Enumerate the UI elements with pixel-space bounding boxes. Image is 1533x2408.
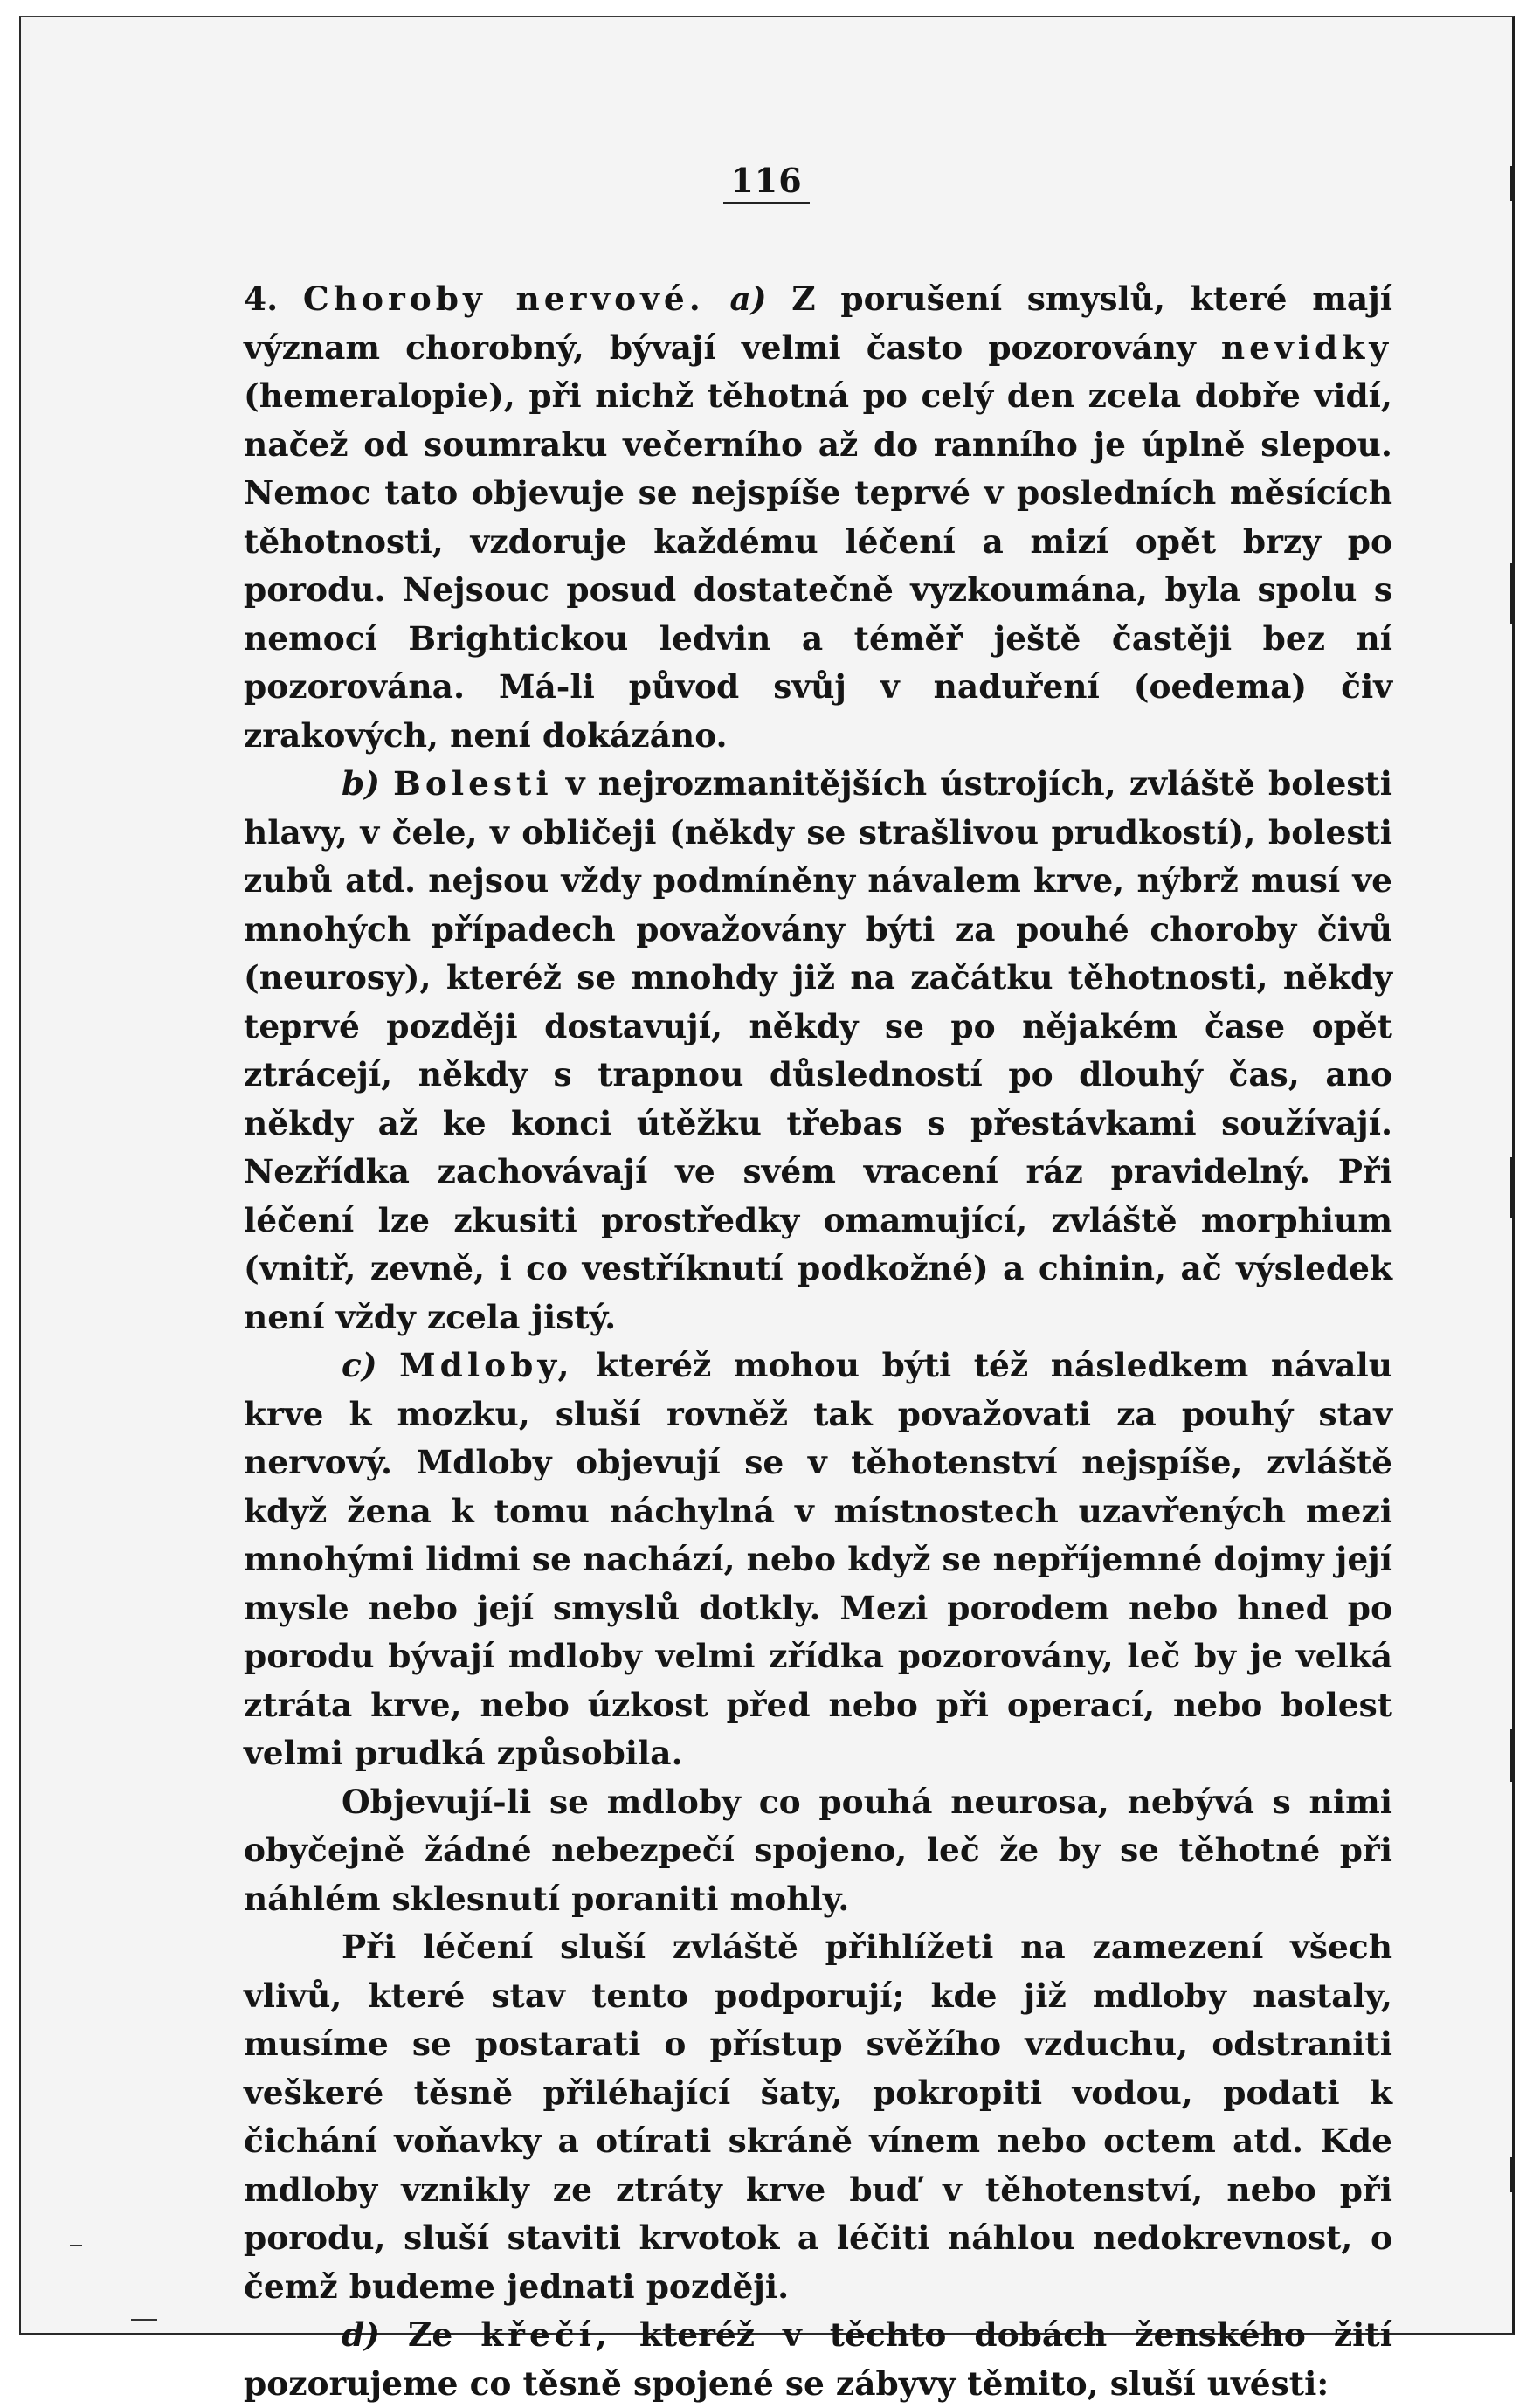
paragraph-text: Ze bbox=[407, 2315, 481, 2354]
paragraph-d bbox=[244, 2311, 1392, 2408]
scan-artifact bbox=[70, 2245, 82, 2246]
body-text bbox=[244, 275, 1392, 2408]
emphasized-term: nevidky bbox=[1220, 328, 1392, 367]
paragraph-label: c) bbox=[342, 1346, 377, 1384]
scan-edge-mark bbox=[1510, 563, 1515, 624]
section-title: Choroby nervové. bbox=[302, 279, 705, 318]
paragraph-a bbox=[244, 275, 1392, 760]
book-page bbox=[19, 16, 1515, 2403]
paragraph-c bbox=[244, 1342, 1392, 1778]
scan-edge-mark bbox=[1510, 1729, 1515, 1782]
paragraph-text: (hemeralopie), při nichž těhotná po celý den zcela dobře vidí, načež od soumraku večerního až do ranního je úplně slepou. Nemoc tato objevuje se nejspíše teprvé v posledních měsících těhotnosti, vzdoruje každému léčení a mizí opět brzy po porodu. Nejsouc posud dostatečně vyzkoumána, byla spolu s nemocí Brightickou ledvin a téměř ještě častěji bez ní pozorována. Má-li původ svůj v naduření (oedema) čiv zrakových, není dokázáno. bbox=[244, 376, 1392, 755]
scan-edge-mark bbox=[1510, 1157, 1515, 1218]
paragraph-text: Objevují-li se mdloby co pouhá neurosa, nebývá s nimi obyčejně žádné nebezpečí spojeno, leč že by se těhotné při náhlém sklesnutí poraniti mohly. bbox=[244, 1782, 1392, 1918]
paragraph-label: a) bbox=[729, 279, 767, 318]
paragraph-text: Při léčení sluší zvláště přihlížeti na zamezení všech vlivů, které stav tento podporují; kde již mdloby nastaly, musíme se postarati o přístup svěžího vzduchu, odstraniti veškeré těsně přiléhající šaty, pokropiti vodou, podati k čichání voňavky a otírati skráně vínem nebo octem atd. Kde mdloby vznikly ze ztráty krve buď v těhotenství, nebo při porodu, sluší staviti krvotok a léčiti náhlou nedokrevnost, o čemž budeme jednati později. bbox=[244, 1928, 1392, 2306]
paragraph-label: d) bbox=[342, 2315, 380, 2354]
scan-edge-mark bbox=[1510, 166, 1515, 201]
page-number: 116 bbox=[21, 162, 1512, 204]
section-number: 4. bbox=[244, 279, 279, 318]
emphasized-term: křečí, bbox=[480, 2315, 611, 2354]
paragraph-text: Z porušení smyslů, které mají význam chorobný, bývají velmi často pozorovány bbox=[244, 279, 1393, 367]
paragraph-treatment bbox=[244, 1923, 1392, 2311]
paragraph-text: kteréž mohou býti též následkem návalu krve k mozku, sluší rovněž tak považovati za pouhý stav nervový. Mdloby objevují se v těhotenství nejspíše, zvláště když žena k tomu náchylná v místnostech uzavřených mezi mnohými lidmi se nachází, nebo když se nepříjemné dojmy její mysle nebo její smyslů dotkly. Mezi porodem nebo hned po porodu bývají mdloby velmi zřídka pozorovány, leč by je velká ztráta krve, nebo úzkost před nebo při operací, nebo bolest velmi prudká způsobila. bbox=[244, 1346, 1392, 1772]
emphasized-term: Bolesti bbox=[393, 764, 553, 803]
paragraph-text: v nejrozmanitějších ústrojích, zvláště bolesti hlavy, v čele, v obličeji (někdy se strašlivou prudkostí), bolesti zubů atd. nejsou vždy podmíněny návalem krve, nýbrž musí ve mnohých případech považovány býti za pouhé choroby čivů (neurosy), kteréž se mnohdy již na začátku těhotnosti, někdy teprvé později dostavují, někdy se po nějakém čase opět ztrácejí, někdy s trapnou důsledností po dlouhý čas, ano někdy až ke konci útěžku třebas s přestávkami soužívají. Nezřídka zachovávají ve svém vracení ráz pravidelný. Při léčení lze zkusiti prostředky omamující, zvláště morphium (vnitř, zevně, i co vestříknutí podkožné) a chinin, ač výsledek není vždy zcela jistý. bbox=[244, 764, 1392, 1336]
scan-artifact bbox=[131, 2319, 157, 2321]
paragraph-c-continued bbox=[244, 1778, 1392, 1924]
paragraph-b bbox=[244, 760, 1392, 1342]
paragraph-label: b) bbox=[342, 764, 380, 803]
emphasized-term: Mdloby, bbox=[399, 1346, 574, 1384]
scan-edge-mark bbox=[1510, 2157, 1515, 2192]
paragraph-text: kteréž v těchto dobách ženského žití pozorujeme co těsně spojené se zábyvy těmito, sluší uvésti: bbox=[244, 2315, 1392, 2403]
